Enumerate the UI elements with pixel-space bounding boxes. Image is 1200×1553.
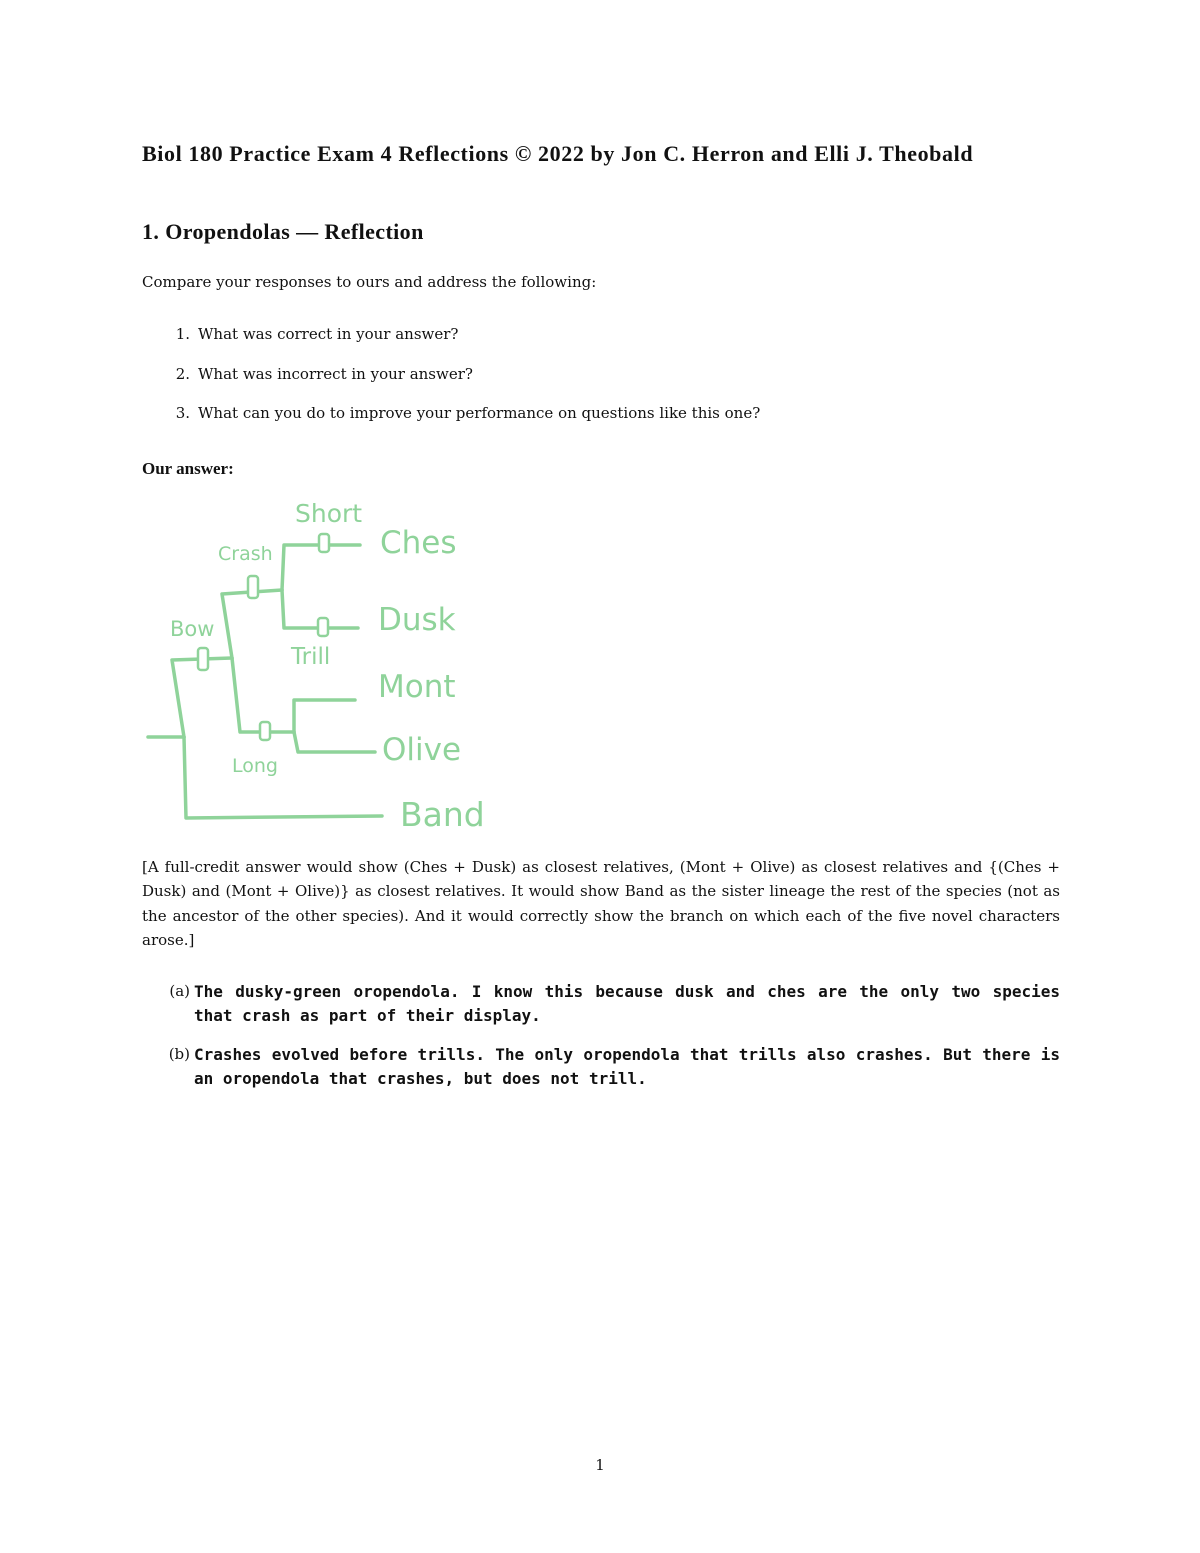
question-item [142, 404, 760, 444]
part-tag: (b) [168, 1045, 190, 1063]
character-label: Bow [170, 617, 215, 641]
answer-parts [142, 980, 1060, 1106]
page-title: Biol 180 Practice Exam 4 Reflections © 2022 by Jon C. Herron and Elli J. Theobald [142, 141, 974, 166]
question-number: 3. [175, 404, 190, 422]
long-character-marker [260, 722, 270, 740]
answer-part [142, 1043, 1060, 1090]
taxon-label: Dusk [378, 602, 456, 638]
credit-note: [A full-credit answer would show (Ches + Dusk) as closest relatives, (Mont + Olive) as closest relatives and {(Ches + Dusk) and (Mont + Olive)} as closest relatives. It would show Band as the sister lineage the rest of the species (not as the ancestor of the other species). And it would correctly show the branch on which each of the five novel characters arose.] [142, 858, 1060, 950]
short-character-marker [319, 534, 329, 552]
character-label: Trill [291, 644, 331, 670]
reflection-questions [142, 325, 760, 444]
section-heading: 1. Oropendolas — Reflection [142, 219, 424, 244]
taxon-label: Band [400, 795, 485, 834]
question-item [142, 325, 760, 365]
olive-branch [294, 732, 375, 752]
crash-clade-stem [222, 590, 282, 658]
question-text: What was incorrect in your answer? [198, 364, 473, 383]
character-label: Crash [218, 543, 273, 565]
character-label: Short [295, 499, 363, 528]
phylogenetic-tree [140, 490, 520, 840]
taxon-label: Olive [382, 732, 462, 768]
question-item [142, 365, 760, 405]
part-tag: (a) [169, 982, 190, 1000]
crash-character-marker [248, 576, 258, 598]
question-text: What was correct in your answer? [198, 325, 459, 343]
character-label: Long [232, 755, 278, 777]
taxon-label: Ches [380, 525, 457, 561]
taxon-label: Mont [378, 669, 456, 705]
trill-character-marker [318, 618, 328, 636]
page-number: 1 [595, 1456, 605, 1474]
question-number: 2. [175, 364, 190, 383]
intro-text: Compare your responses to ours and address the following: [142, 273, 597, 291]
band-branch [184, 737, 382, 818]
part-text: Crashes evolved before trills. The only oropendola that trills also crashes. But there is an oropendola that crashes, but does not trill. [194, 1045, 1060, 1088]
mont-branch [294, 700, 355, 732]
answer-label: Our answer: [142, 459, 234, 478]
question-number: 1. [175, 325, 190, 343]
question-text: What can you do to improve your performance on questions like this one? [198, 404, 761, 422]
part-text: The dusky-green oropendola. I know this because dusk and ches are the only two species that crash as part of their display. [194, 982, 1060, 1025]
answer-part [142, 980, 1060, 1027]
bow-character-marker [198, 648, 208, 670]
